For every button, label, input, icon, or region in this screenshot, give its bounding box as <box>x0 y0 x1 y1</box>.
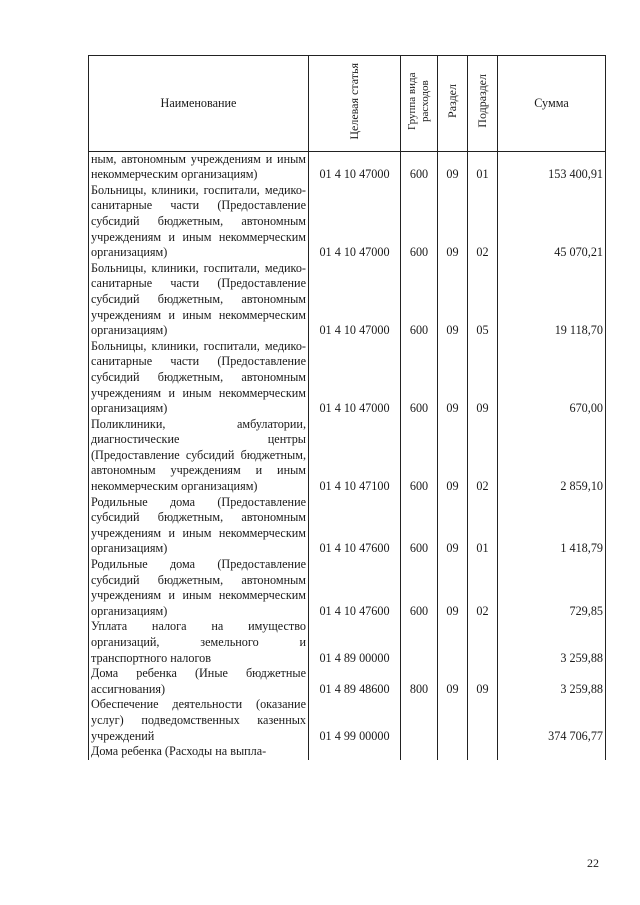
cell-section <box>438 744 468 760</box>
cell-section <box>438 619 468 666</box>
cell-group: 800 <box>401 666 438 697</box>
cell-subsection: 01 <box>468 495 498 557</box>
cell-subsection: 09 <box>468 666 498 697</box>
cell-target: 01 4 10 47100 <box>309 417 401 495</box>
page-number: 22 <box>587 856 599 870</box>
table-row <box>89 151 606 183</box>
cell-name: Больницы, клиники, госпитали, медико-санитарные части (Предоставление субсидий бюджетным, автономным учреждениям и иным некоммерческим организациям) <box>89 261 309 339</box>
table-row <box>89 619 606 666</box>
cell-name: Больницы, клиники, госпитали, медико-санитарные части (Предоставление субсидий бюджетным, автономным учреждениям и иным некоммерческим организациям) <box>89 339 309 417</box>
cell-subsection <box>468 697 498 744</box>
cell-section: 09 <box>438 666 468 697</box>
header-group: Группа вида расходов <box>401 56 438 152</box>
cell-name: Обеспечение деятельности (оказание услуг) подведомственных казенных учреждений <box>89 697 309 744</box>
cell-section: 09 <box>438 495 468 557</box>
cell-sum: 45 070,21 <box>498 183 606 261</box>
cell-group: 600 <box>401 495 438 557</box>
table-row <box>89 339 606 417</box>
cell-name: ным, автономным учреждениям и иным некоммерческим организациям) <box>89 151 309 183</box>
header-section: Раздел <box>438 56 468 152</box>
cell-group: 600 <box>401 261 438 339</box>
cell-name: Дома ребенка (Расходы на выпла- <box>89 744 309 760</box>
cell-subsection: 05 <box>468 261 498 339</box>
table-row <box>89 183 606 261</box>
cell-target: 01 4 89 00000 <box>309 619 401 666</box>
cell-target: 01 4 99 00000 <box>309 697 401 744</box>
cell-subsection <box>468 619 498 666</box>
cell-group: 600 <box>401 339 438 417</box>
table-row <box>89 697 606 744</box>
table-header-row <box>89 56 606 152</box>
cell-target: 01 4 10 47000 <box>309 261 401 339</box>
cell-sum: 3 259,88 <box>498 619 606 666</box>
cell-sum <box>498 744 606 760</box>
cell-sum: 670,00 <box>498 339 606 417</box>
table-row <box>89 557 606 619</box>
table-row <box>89 666 606 697</box>
cell-group: 600 <box>401 183 438 261</box>
table-row <box>89 417 606 495</box>
cell-target: 01 4 10 47000 <box>309 183 401 261</box>
cell-target: 01 4 10 47000 <box>309 151 401 183</box>
cell-name: Поликлиники, амбулатории, диагностические центры (Предоставление субсидий бюджетным, автономным учреждениям и иным некоммерческим организациям) <box>89 417 309 495</box>
cell-subsection: 01 <box>468 151 498 183</box>
cell-section: 09 <box>438 417 468 495</box>
table-row <box>89 744 606 760</box>
cell-section: 09 <box>438 557 468 619</box>
cell-sum: 374 706,77 <box>498 697 606 744</box>
cell-subsection: 09 <box>468 339 498 417</box>
cell-target: 01 4 10 47600 <box>309 557 401 619</box>
cell-name: Уплата налога на имущество организаций, земельного и транспортного налогов <box>89 619 309 666</box>
cell-target: 01 4 10 47000 <box>309 339 401 417</box>
cell-target: 01 4 10 47600 <box>309 495 401 557</box>
cell-section: 09 <box>438 183 468 261</box>
table-row <box>89 261 606 339</box>
cell-group <box>401 697 438 744</box>
cell-target: 01 4 89 48600 <box>309 666 401 697</box>
cell-group <box>401 744 438 760</box>
cell-group: 600 <box>401 417 438 495</box>
cell-section: 09 <box>438 151 468 183</box>
cell-subsection <box>468 744 498 760</box>
cell-group: 600 <box>401 557 438 619</box>
cell-subsection: 02 <box>468 557 498 619</box>
cell-sum: 2 859,10 <box>498 417 606 495</box>
header-sum: Сумма <box>498 56 606 152</box>
cell-group <box>401 619 438 666</box>
cell-name: Дома ребенка (Иные бюджетные ассигнования) <box>89 666 309 697</box>
cell-name: Больницы, клиники, госпитали, медико-санитарные части (Предоставление субсидий бюджетным, автономным учреждениям и иным некоммерческим организациям) <box>89 183 309 261</box>
cell-group: 600 <box>401 151 438 183</box>
header-subsection: Подраздел <box>468 56 498 152</box>
cell-subsection: 02 <box>468 417 498 495</box>
budget-table <box>88 55 606 760</box>
table-row <box>89 495 606 557</box>
cell-section <box>438 697 468 744</box>
cell-sum: 729,85 <box>498 557 606 619</box>
cell-target <box>309 744 401 760</box>
header-name: Наименование <box>89 56 309 152</box>
cell-sum: 1 418,79 <box>498 495 606 557</box>
cell-name: Родильные дома (Предоставление субсидий бюджетным, автономным учреждениям и иным некоммерческим организациям) <box>89 495 309 557</box>
cell-name: Родильные дома (Предоставление субсидий бюджетным, автономным учреждениям и иным некоммерческим организациям) <box>89 557 309 619</box>
cell-section: 09 <box>438 261 468 339</box>
cell-sum: 153 400,91 <box>498 151 606 183</box>
header-target: Целевая статья <box>309 56 401 152</box>
cell-section: 09 <box>438 339 468 417</box>
cell-subsection: 02 <box>468 183 498 261</box>
cell-sum: 3 259,88 <box>498 666 606 697</box>
cell-sum: 19 118,70 <box>498 261 606 339</box>
